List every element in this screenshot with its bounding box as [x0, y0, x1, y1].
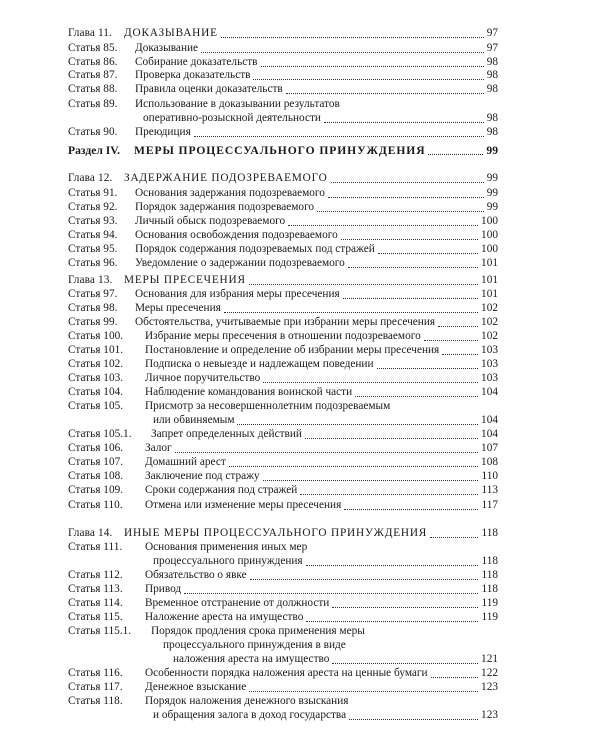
chapter-title: ДОКАЗЫВАНИЕ [124, 27, 218, 39]
article-title: Правила оценки доказательств [135, 83, 283, 95]
page-number: 113 [481, 484, 498, 496]
dot-leader [229, 466, 478, 467]
dot-leader [305, 438, 478, 439]
article-number: Статья 86. [68, 56, 118, 68]
article-entry [68, 200, 498, 215]
article-title: Временное отстранение от должности [145, 597, 330, 609]
page-number: 123 [481, 681, 498, 693]
article-number: Статья 105. [68, 400, 124, 412]
dot-leader [184, 593, 478, 594]
chapter-title: ИНЫЕ МЕРЫ ПРОЦЕССУАЛЬНОГО ПРИНУЖДЕНИЯ [124, 527, 428, 539]
dot-leader [377, 368, 478, 369]
entry-continuation [68, 413, 498, 428]
article-title: Денежное взыскание [145, 681, 247, 693]
entry-continuation [68, 554, 498, 569]
dot-leader [328, 197, 484, 198]
article-entry [68, 498, 498, 513]
article-entry [68, 287, 498, 302]
article-entry [68, 427, 498, 442]
dot-leader [249, 284, 478, 285]
article-number: Статья 104. [68, 386, 124, 398]
page-number: 100 [481, 215, 498, 227]
page-number: 98 [486, 56, 498, 68]
article-entry [68, 441, 498, 456]
article-number: Статья 111. [68, 541, 123, 553]
page-number: 101 [481, 288, 498, 300]
chapter-entry [68, 26, 498, 41]
article-title: Обстоятельства, учитываемые при избрании меры пресечения [135, 316, 436, 328]
article-entry [68, 186, 498, 201]
article-number: Статья 103. [68, 372, 124, 384]
title-continuation: наложения ареста на имущество [173, 653, 330, 665]
dot-leader [306, 621, 478, 622]
section-title: МЕРЫ ПРОЦЕССУАЛЬНОГО ПРИНУЖДЕНИЯ [134, 144, 426, 157]
article-entry [68, 315, 498, 330]
article-title: Порядок содержания подозреваемых под стражей [135, 243, 375, 255]
article-entry [68, 329, 498, 344]
article-number: Статья 115. [68, 611, 123, 623]
page-number: 104 [481, 386, 498, 398]
article-entry [68, 371, 498, 386]
article-title: Порядок задержания подозреваемого [135, 201, 315, 213]
article-number: Статья 102. [68, 358, 124, 370]
entry-continuation [68, 708, 498, 723]
article-entry [68, 680, 498, 695]
article-title: Основания применения иных мер [145, 541, 308, 553]
article-number: Статья 90. [68, 126, 118, 138]
article-number: Статья 109. [68, 484, 124, 496]
chapter-title: МЕРЫ ПРЕСЕЧЕНИЯ [124, 274, 246, 286]
page-number: 98 [486, 69, 498, 81]
page-number: 118 [481, 583, 498, 595]
dot-leader [431, 677, 478, 678]
article-entry [68, 256, 498, 271]
article-title: Основания для избрания меры пресечения [135, 288, 340, 300]
article-entry [68, 357, 498, 372]
article-entry [68, 624, 498, 639]
dot-leader [378, 253, 478, 254]
article-title: Избрание меры пресечения в отношении подозреваемого [145, 330, 421, 342]
dot-leader [332, 663, 478, 664]
article-entry [68, 343, 498, 358]
article-entry [68, 666, 498, 681]
page-number: 99 [486, 172, 498, 184]
article-entry [68, 610, 498, 625]
article-title: Доказывание [135, 42, 199, 54]
article-title: Обязательство о явке [145, 569, 247, 581]
page-number: 100 [481, 229, 498, 241]
article-entry [68, 469, 498, 484]
article-title: Наложение ареста на имущество [145, 611, 304, 623]
page-number: 101 [481, 274, 498, 286]
article-title: Привод [145, 583, 182, 595]
article-entry [68, 568, 498, 583]
chapter-number: Глава 13. [68, 274, 113, 286]
dot-leader [288, 225, 478, 226]
article-number: Статья 87. [68, 69, 118, 81]
page-number: 122 [481, 667, 498, 679]
dot-leader [263, 382, 478, 383]
page-number: 119 [481, 611, 498, 623]
dot-leader [249, 691, 478, 692]
article-title: Залог [145, 442, 172, 454]
chapter-title: ЗАДЕРЖАНИЕ ПОДОЗРЕВАЕМОГО [124, 172, 328, 184]
dot-leader [331, 182, 484, 183]
page-number: 118 [481, 527, 498, 539]
article-title: Основания задержания подозреваемого [135, 187, 325, 199]
article-entry [68, 68, 498, 83]
dot-leader [438, 326, 478, 327]
article-number: Статья 94. [68, 229, 118, 241]
article-number: Статья 101. [68, 344, 124, 356]
page-number: 98 [486, 126, 498, 138]
article-title: Личный обыск подозреваемого [135, 215, 286, 227]
article-number: Статья 107. [68, 456, 124, 468]
page-number: 103 [481, 372, 498, 384]
dot-leader [349, 719, 478, 720]
article-title: Домашний арест [145, 456, 226, 468]
article-number: Статья 88. [68, 83, 118, 95]
article-number: Статья 85. [68, 42, 118, 54]
dot-leader [175, 452, 478, 453]
title-continuation: процессуального принуждения [153, 555, 303, 567]
page-number: 119 [481, 597, 498, 609]
dot-leader [424, 340, 478, 341]
dot-leader [428, 154, 483, 155]
article-number: Статья 91. [68, 187, 118, 199]
article-entry [68, 399, 498, 414]
page-number: 118 [481, 555, 498, 567]
page-number: 99 [486, 201, 498, 213]
dot-leader [261, 66, 484, 67]
page-number: 103 [481, 358, 498, 370]
article-entry [68, 540, 498, 555]
article-number: Статья 118. [68, 695, 123, 707]
page-number: 101 [481, 257, 498, 269]
page-number: 102 [481, 330, 498, 342]
article-title: Запрет определенных действий [151, 428, 302, 440]
dot-leader [324, 122, 484, 123]
dot-leader [300, 494, 478, 495]
article-entry [68, 125, 498, 140]
article-number: Статья 115.1. [68, 625, 132, 637]
article-number: Статья 95. [68, 243, 118, 255]
article-entry [68, 301, 498, 316]
article-title: Меры пресечения [135, 302, 221, 314]
title-continuation: процессуального принуждения в виде [163, 639, 346, 651]
article-title: Проверка доказательств [135, 69, 251, 81]
dot-leader [317, 211, 484, 212]
dot-leader [194, 136, 484, 137]
page-number: 118 [481, 569, 498, 581]
article-number: Статья 92. [68, 201, 118, 213]
page-number: 99 [486, 187, 498, 199]
article-number: Статья 98. [68, 302, 118, 314]
dot-leader [306, 565, 478, 566]
page-number: 98 [486, 112, 498, 124]
article-entry [68, 455, 498, 470]
article-number: Статья 100. [68, 330, 124, 342]
page-number: 99 [486, 144, 498, 157]
article-number: Статья 117. [68, 681, 123, 693]
article-number: Статья 108. [68, 470, 124, 482]
title-continuation: или обвиняемым [153, 414, 235, 426]
article-number: Статья 110. [68, 499, 123, 511]
article-title: Собирание доказательств [135, 56, 258, 68]
article-title: Подписка о невыезде и надлежащем поведении [145, 358, 374, 370]
article-number: Статья 105.1. [68, 428, 132, 440]
article-title: Заключение под стражу [145, 470, 260, 482]
article-entry [68, 385, 498, 400]
dot-leader [332, 607, 478, 608]
page-number: 97 [486, 42, 498, 54]
article-title: Использование в доказывании результатов [135, 98, 340, 110]
article-number: Статья 97. [68, 288, 118, 300]
article-title: Отмена или изменение меры пресечения [145, 499, 342, 511]
chapter-number: Глава 14. [68, 527, 113, 539]
chapter-entry [68, 171, 498, 186]
article-number: Статья 116. [68, 667, 123, 679]
page-number: 110 [481, 470, 498, 482]
dot-leader [430, 537, 478, 538]
article-entry [68, 242, 498, 257]
dot-leader [344, 509, 478, 510]
title-continuation: и обращения залога в доход государства [153, 709, 347, 721]
dot-leader [442, 354, 478, 355]
article-title: Присмотр за несовершеннолетним подозреваемым [145, 400, 391, 412]
page-number: 97 [486, 27, 498, 39]
section-entry [68, 143, 498, 158]
dot-leader [253, 79, 484, 80]
entry-continuation [68, 638, 498, 653]
dot-leader [224, 312, 478, 313]
article-number: Статья 112. [68, 569, 123, 581]
article-number: Статья 89. [68, 98, 118, 110]
dot-leader [355, 396, 478, 397]
page-number: 108 [481, 456, 498, 468]
article-title: Порядок наложения денежного взыскания [145, 695, 349, 707]
dot-leader [221, 37, 484, 38]
article-title: Личное поручительство [145, 372, 261, 384]
article-number: Статья 99. [68, 316, 118, 328]
entry-continuation [68, 652, 498, 667]
page-number: 107 [481, 442, 498, 454]
article-number: Статья 106. [68, 442, 124, 454]
article-entry [68, 582, 498, 597]
article-entry [68, 97, 498, 112]
article-title: Особенности порядка наложения ареста на ценные бумаги [145, 667, 428, 679]
page-number: 123 [481, 709, 498, 721]
article-number: Статья 93. [68, 215, 118, 227]
dot-leader [348, 267, 478, 268]
article-title: Наблюдение командования воинской части [145, 386, 353, 398]
dot-leader [263, 480, 478, 481]
page-number: 102 [481, 316, 498, 328]
article-entry [68, 694, 498, 709]
dot-leader [250, 579, 478, 580]
chapter-number: Глава 12. [68, 172, 113, 184]
page-number: 104 [481, 428, 498, 440]
chapter-entry [68, 526, 498, 541]
page-number: 103 [481, 344, 498, 356]
article-title: Основания освобождения подозреваемого [135, 229, 338, 241]
entry-continuation [68, 111, 498, 126]
article-entry [68, 41, 498, 56]
page-number: 102 [481, 302, 498, 314]
article-number: Статья 114. [68, 597, 123, 609]
chapter-entry [68, 273, 498, 288]
dot-leader [286, 93, 484, 94]
article-title: Порядок продления срока применения меры [151, 625, 365, 637]
page-number: 100 [481, 243, 498, 255]
article-number: Статья 96. [68, 257, 118, 269]
dot-leader [341, 239, 478, 240]
page-number: 121 [481, 653, 498, 665]
article-entry [68, 214, 498, 229]
article-title: Сроки содержания под стражей [145, 484, 298, 496]
page-number: 117 [481, 499, 498, 511]
dot-leader [237, 424, 478, 425]
title-continuation: оперативно-розыскной деятельности [143, 112, 321, 124]
section-number: Раздел IV. [68, 144, 121, 157]
article-entry [68, 82, 498, 97]
article-entry [68, 596, 498, 611]
article-entry [68, 483, 498, 498]
article-title: Уведомление о задержании подозреваемого [135, 257, 345, 269]
chapter-number: Глава 11. [68, 27, 112, 39]
dot-leader [343, 298, 478, 299]
page-number: 104 [481, 414, 498, 426]
article-entry [68, 228, 498, 243]
article-number: Статья 113. [68, 583, 123, 595]
article-title: Постановление и определение об избрании меры пресечения [145, 344, 440, 356]
dot-leader [201, 52, 484, 53]
page-number: 98 [486, 83, 498, 95]
article-title: Преюдиция [135, 126, 191, 138]
